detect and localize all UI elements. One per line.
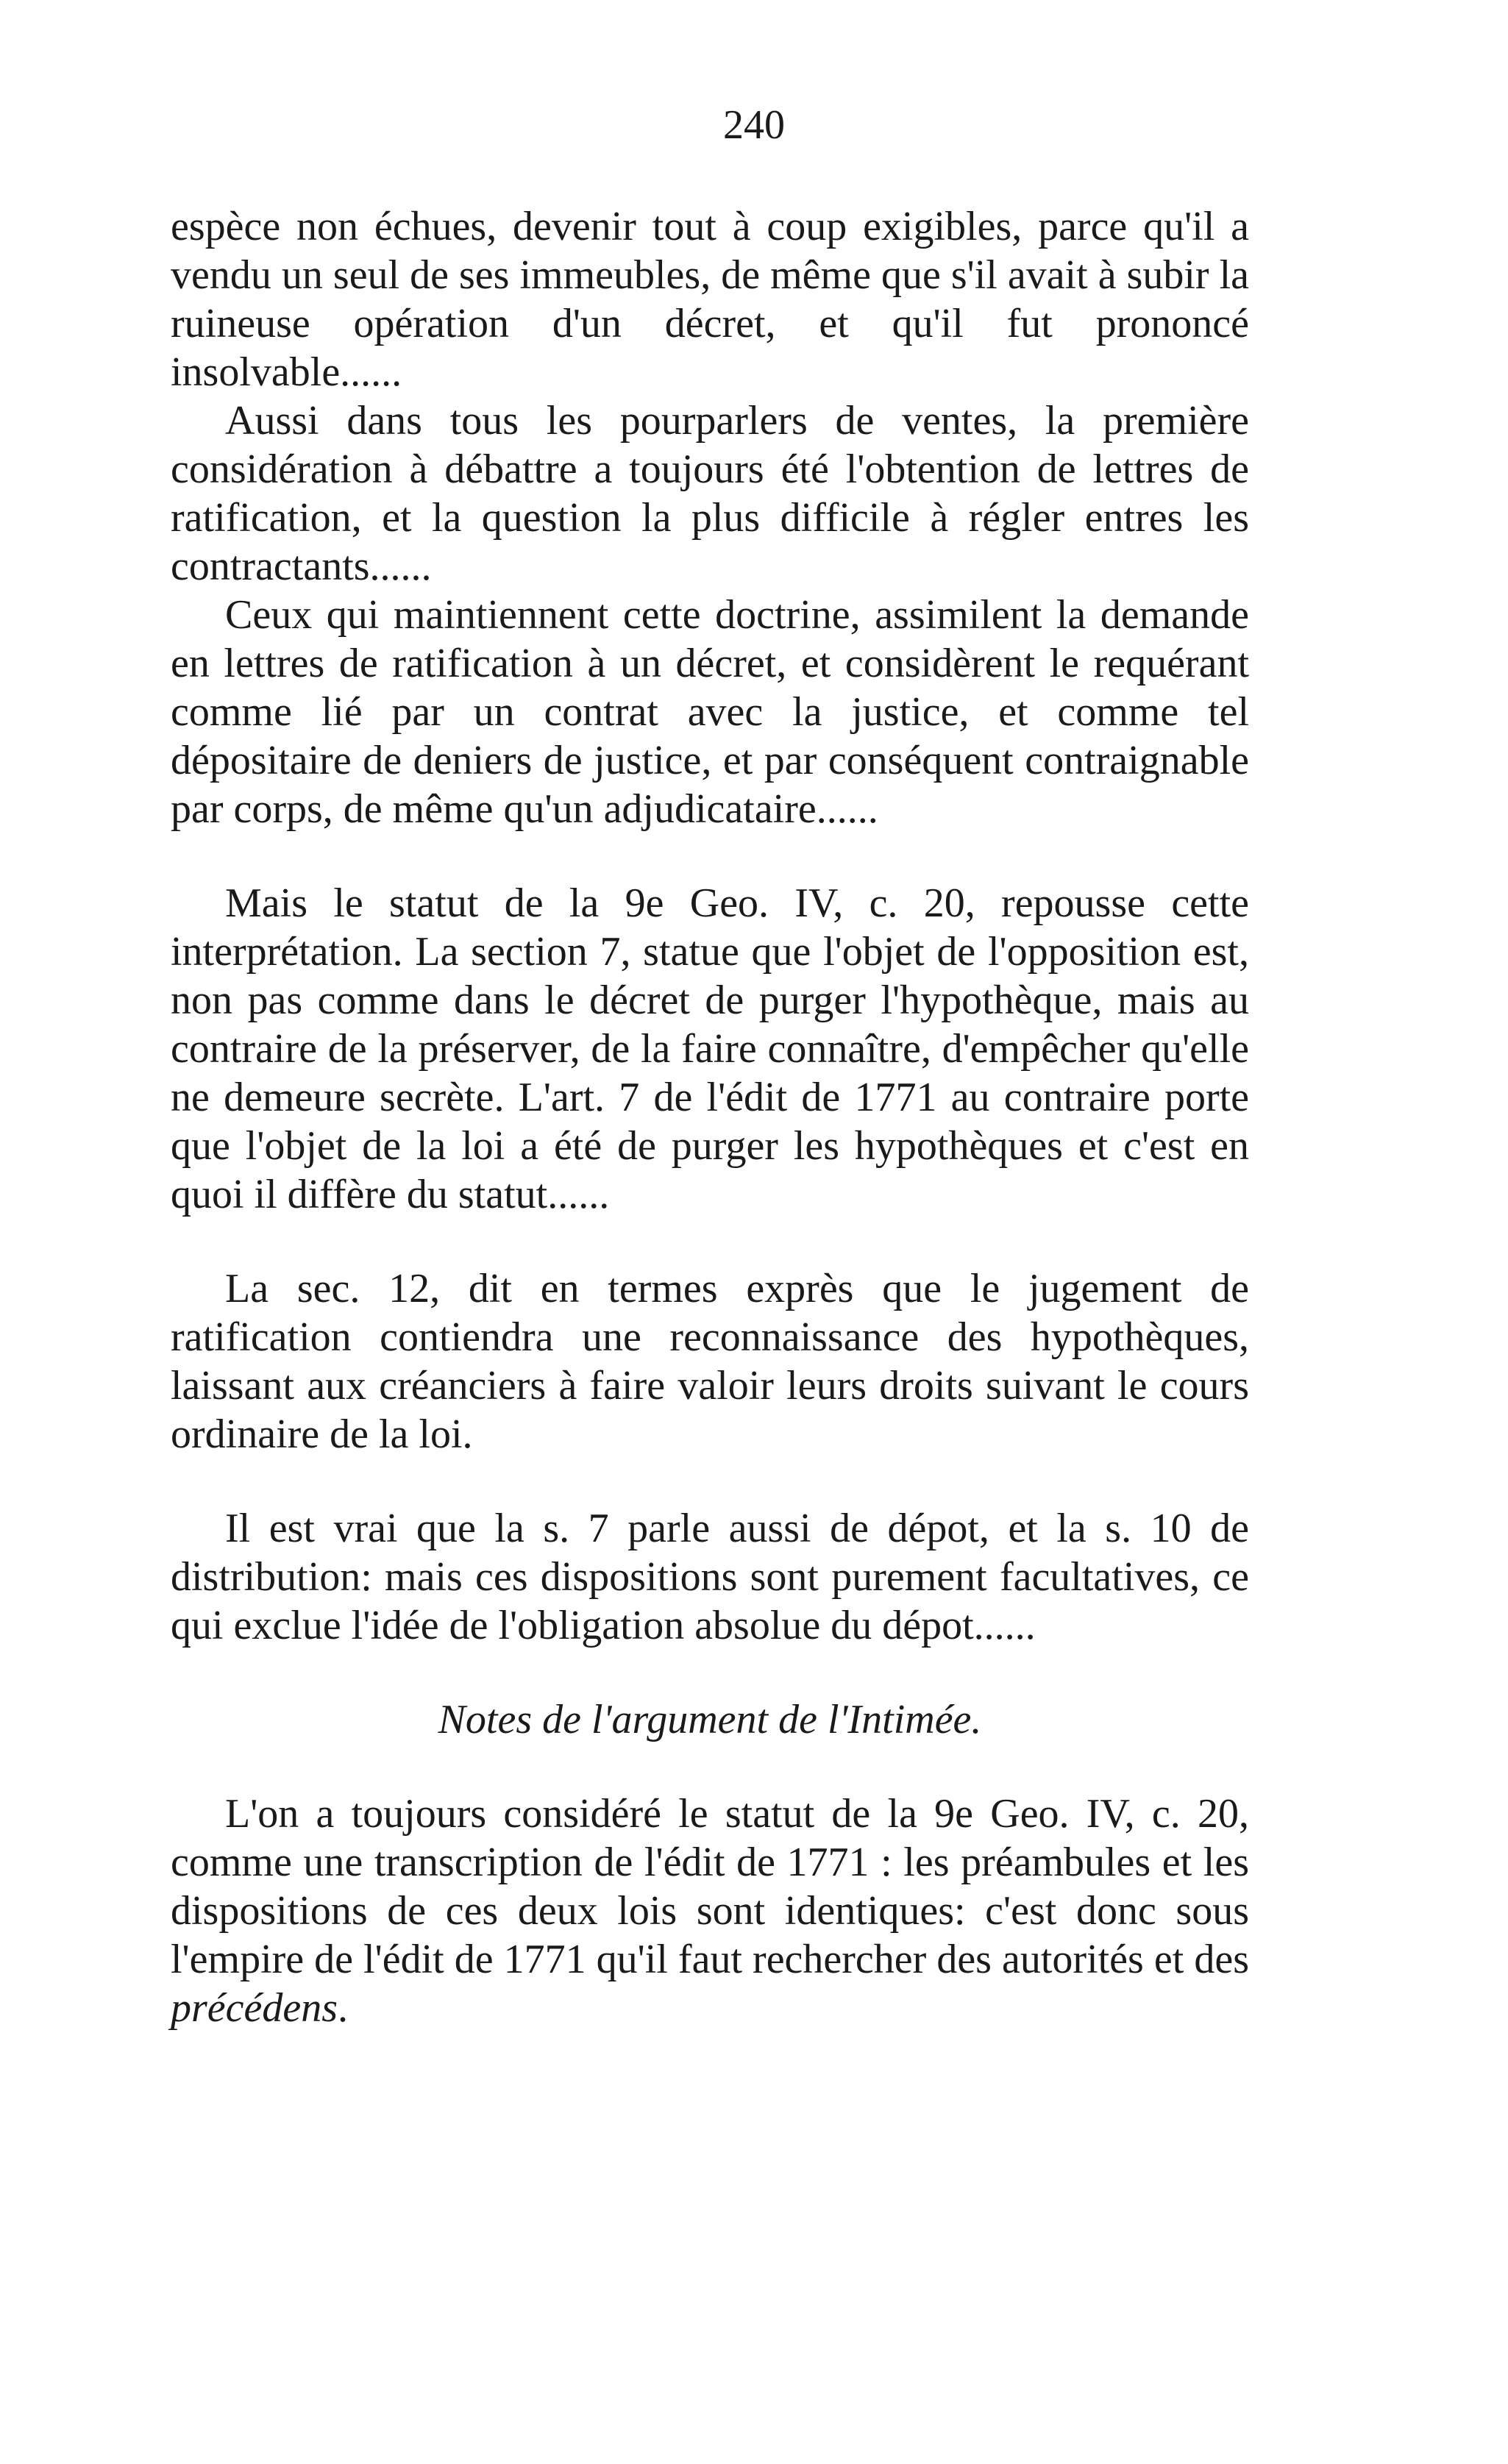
closing-paragraph-text: L'on a toujours considéré le statut de la 9e Geo. IV, c. 20, comme une transcription de l'édit de 1771 : les préambules et les dispositions de ces deux lois sont identiques: c'est donc sous l'empire de l'édit de 1771 qu'il faut rechercher des autorités et des xyxy=(171,1791,1249,1982)
section-heading: Notes de l'argument de l'Intimée. xyxy=(438,1697,982,1742)
closing-paragraph-end: . xyxy=(338,1985,349,2031)
body-text xyxy=(171,202,1249,2032)
closing-paragraph xyxy=(171,1790,1249,2032)
page-number: 240 xyxy=(723,102,785,148)
paragraph-2: Aussi dans tous les pourparlers de ventes, la première considération à débattre a toujours été l'obtention de lettres de ratification, et la question la plus difficile à régler entres les contractants...... xyxy=(171,398,1249,589)
paragraph-6: Il est vrai que la s. 7 parle aussi de dépot, et la s. 10 de distribution: mais ces dispositions sont purement facultatives, ce qui exclue l'idée de l'obligation absolue du dépot...... xyxy=(171,1506,1249,1648)
closing-paragraph-italic: précédens xyxy=(171,1985,338,2031)
paragraph-5: La sec. 12, dit en termes exprès que le jugement de ratification contiendra une reconnaissance des hypothèques, laissant aux créanciers à faire valoir leurs droits suivant le cours ordinaire de la loi. xyxy=(171,1266,1249,1457)
paragraph-1: espèce non échues, devenir tout à coup exigibles, parce qu'il a vendu un seul de ses immeubles, de même que s'il avait à subir la ruineuse opération d'un décret, et qu'il fut prononcé insolvable...... xyxy=(171,204,1249,395)
paragraph-4: Mais le statut de la 9e Geo. IV, c. 20, repousse cette interprétation. La section 7, statue que l'objet de l'opposition est, non pas comme dans le décret de purger l'hypothèque, mais au contraire de la préserver, de la faire connaître, d'empêcher qu'elle ne demeure secrète. L'art. 7 de l'édit de 1771 au contraire porte que l'objet de la loi a été de purger les hypothèques et c'est en quoi il diffère du statut...... xyxy=(171,880,1249,1217)
paragraph-3: Ceux qui maintiennent cette doctrine, assimilent la demande en lettres de ratification à un décret, et considèrent le requérant comme lié par un contrat avec la justice, et comme tel dépositaire de deniers de justice, et par conséquent contraignable par corps, de même qu'un adjudicataire...... xyxy=(171,592,1249,832)
